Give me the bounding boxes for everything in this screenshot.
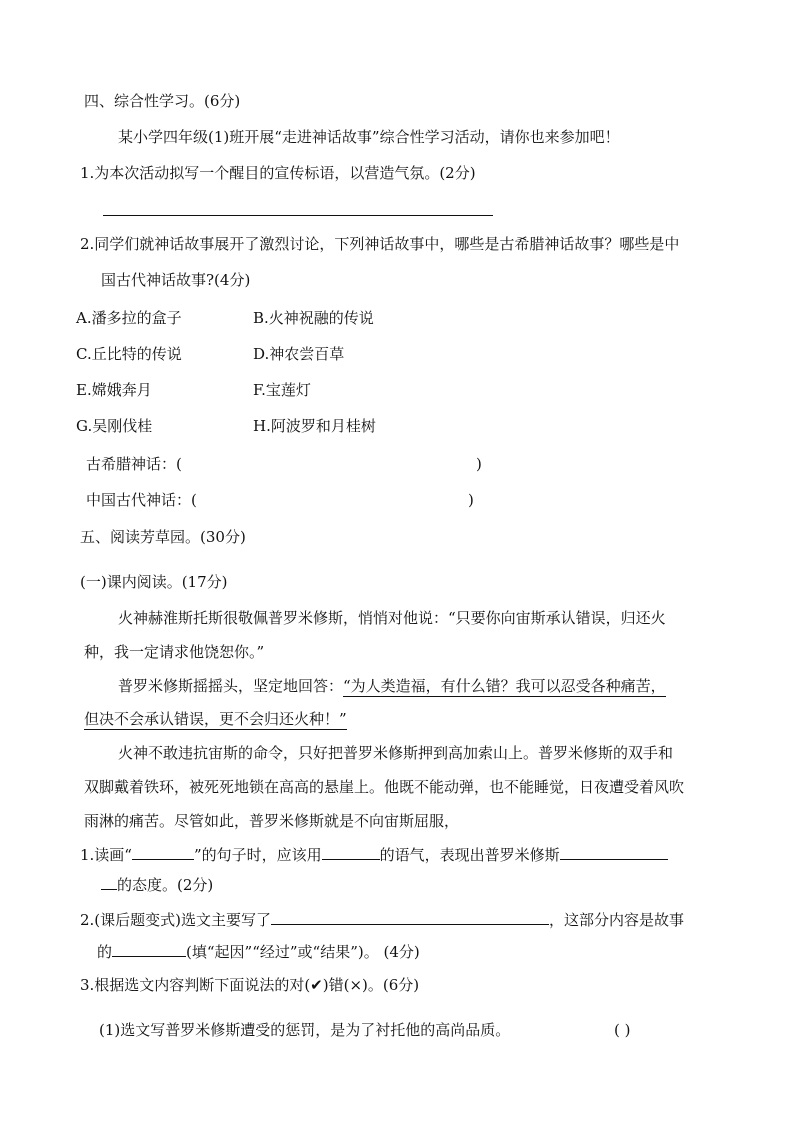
judgement-item-1-answer[interactable]: ( )	[614, 1021, 631, 1039]
greek-myth-label: 古希腊神话：(	[86, 455, 182, 473]
option-b: B.火神祝融的传说	[253, 309, 374, 327]
reading-question-3: 3.根据选文内容判断下面说法的对(✔)错(×)。(6分)	[80, 976, 420, 994]
passage-para1-line2: 种，我一定请求他饶恕你。”	[84, 643, 265, 661]
rq2-text-c: 的	[97, 943, 113, 961]
reading-question-1-line2	[101, 875, 213, 895]
passage-para3-line2: 双脚戴着铁环，被死死地锁在高高的悬崖上。他既不能动弹，也不能睡觉，日夜遭受着风吹	[84, 778, 685, 796]
option-h: H.阿波罗和月桂树	[253, 417, 376, 435]
passage-para2-line1	[118, 676, 666, 696]
greek-myth-answer[interactable]	[193, 454, 468, 474]
passage-para3-line3: 雨淋的痛苦。尽管如此，普罗米修斯就是不向宙斯屈服，	[84, 812, 460, 830]
question-2-prompt-line2: 国古代神话故事?(4分)	[101, 271, 251, 289]
chinese-myth-close-paren: )	[468, 491, 474, 509]
rq1-blank-1[interactable]	[132, 845, 194, 860]
rq1-blank-2[interactable]	[322, 845, 380, 860]
passage-para2-line2	[84, 709, 347, 729]
rq2-blank-1[interactable]	[271, 910, 549, 925]
option-f: F.宝莲灯	[253, 381, 311, 399]
underlined-quote-part1: “为人类造福，有什么错？我可以忍受各种痛苦，	[343, 677, 666, 695]
question-2-prompt-line1: 2.同学们就神话故事展开了激烈讨论，下列神话故事中，哪些是古希腊神话故事？哪些是中	[80, 235, 680, 253]
rq1-text-c: 的语气，表现出普罗米修斯	[379, 846, 560, 864]
passage-para2-prefix: 普罗米修斯摇摇头，坚定地回答：	[118, 677, 344, 695]
rq2-blank-2[interactable]	[112, 942, 186, 957]
subsection-1-heading: (一)课内阅读。(17分)	[80, 573, 228, 591]
judgement-item-1: (1)选文写普罗米修斯遭受的惩罚，是为了衬托他的高尚品质。	[99, 1021, 511, 1039]
slogan-answer-line[interactable]	[103, 215, 493, 216]
rq2-text-b: ，这部分内容是故事	[549, 911, 685, 929]
option-a: A.潘多拉的盒子	[76, 309, 182, 327]
passage-para1-line1: 火神赫淮斯托斯很敬佩普罗米修斯，悄悄对他说：“只要你向宙斯承认错误，归还火	[118, 609, 666, 627]
rq1-blank-3-cont[interactable]	[101, 875, 117, 890]
option-e: E.嫦娥奔月	[76, 381, 152, 399]
reading-question-2-line2	[97, 942, 420, 962]
rq2-text-d: (填“起因”“经过”或“结果”)。 (4分)	[186, 943, 420, 961]
chinese-myth-answer[interactable]	[207, 490, 462, 510]
rq1-text-a: 1.读画“	[80, 846, 132, 864]
underlined-quote-part2: 但决不会承认错误，更不会归还火种！”	[84, 710, 347, 728]
rq2-text-a: 2.(课后题变式)选文主要写了	[80, 911, 272, 929]
rq1-text-b: ”的句子时，应该用	[193, 846, 322, 864]
section-4-intro: 某小学四年级(1)班开展“走进神话故事”综合性学习活动，请你也来参加吧！	[118, 128, 620, 146]
section-5-heading: 五、阅读芳草园。(30分)	[80, 528, 246, 546]
reading-question-1-line1	[80, 845, 668, 865]
rq1-text-d: 的态度。(2分)	[117, 876, 214, 894]
question-1-prompt: 1.为本次活动拟写一个醒目的宣传标语，以营造气氛。(2分)	[80, 164, 476, 182]
passage-para3-line1: 火神不敢违抗宙斯的命令，只好把普罗米修斯押到高加索山上。普罗米修斯的双手和	[118, 744, 674, 762]
option-d: D.神农尝百草	[253, 345, 345, 363]
option-c: C.丘比特的传说	[76, 345, 182, 363]
section-4-heading: 四、综合性学习。(6分)	[84, 92, 241, 110]
option-g: G.吴刚伐桂	[76, 417, 153, 435]
chinese-myth-label: 中国古代神话：(	[86, 491, 197, 509]
greek-myth-close-paren: )	[476, 455, 482, 473]
reading-question-2-line1	[80, 910, 684, 930]
rq1-blank-3[interactable]	[560, 845, 668, 860]
